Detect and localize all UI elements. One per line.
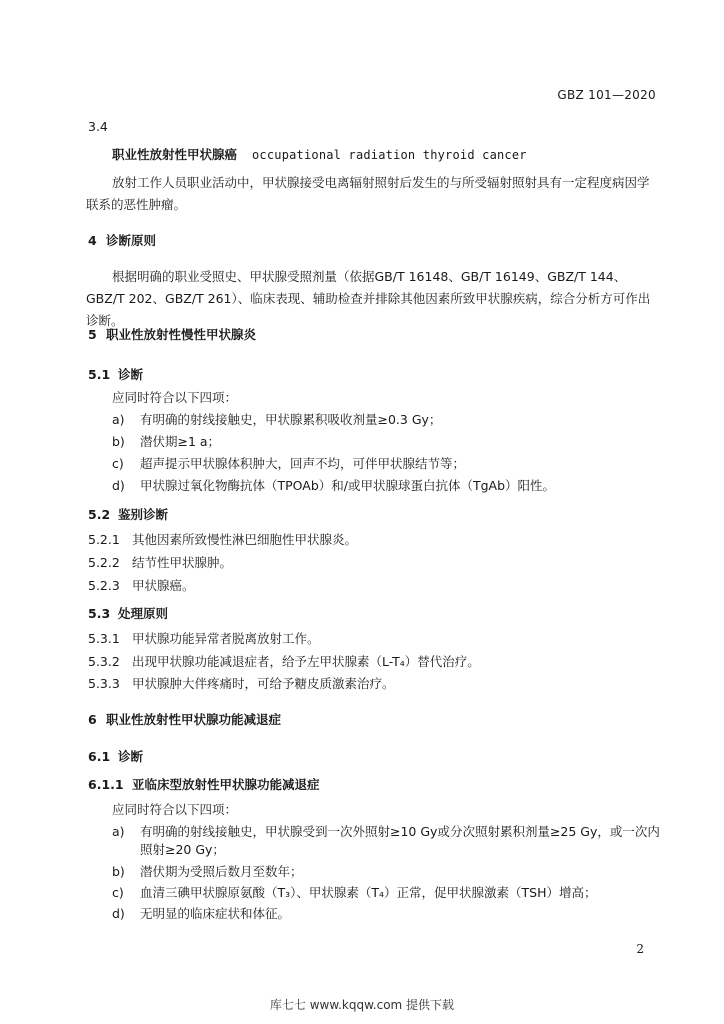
- download-footer: 库七七 www.kqqw.com 提供下载: [269, 998, 455, 1012]
- term-zh: 职业性放射性甲状腺癌: [112, 147, 238, 162]
- document-page: GBZ 101—2020 3.4 职业性放射性甲状腺癌 occupational radiation thyroid cancer 放射工作人员职业活动中，甲状腺接受电离辐射照射后发生的与所受辐射照射具有一定程度病因学联系的恶性肿瘤。 4 诊断原则 根据明确的职业受照史、甲状腺受照剂量（依据GB/T 16148、GB/T 16149、GBZ/T 144、GBZ/T 202、GBZ/T 261）、临床表现、辅助检查并排除其他因素所致甲状腺疾病，综合分析方可作出诊断。 5 职业性放射性慢性甲状腺炎 5.1 诊断 应同时符合以下四项： a) 有明确的射线接触史，甲状腺累积吸收剂量≥0.3 Gy； b) 潜伏期≥1 a； c) 超声提示甲状腺体积肿大，回声不均，可伴甲状腺结节等； d) 甲状腺过氧化物酶抗体（TPOAb）和/或甲状腺球蛋白抗体（TgAb）阳性。 5.2 鉴别诊断 5.2.1 其他因素所致慢性淋巴细胞性甲状腺炎。 5.2.2 结节性甲状腺肿。 5.2.3 甲状腺癌。 5.3 处理原则 5.3.1 甲状腺功能异常者脱离放射工作。 5.3.2 出现甲状腺功能减退症者，给予左甲状腺素（L-T₄）替代治疗。 5.3.3 甲状腺肿大伴疼痛时，可给予糖皮质激素治疗。 6 职业性放射性甲状腺功能减退症 6.1 诊断 6.1.1 亚临床型放射性甲状腺功能减退症 应同时符合以下四项： a) 有明确的射线接触史，甲状腺受到一次外照射≥10 Gy或分次照射累积剂量≥25 Gy，或一次内 照射≥20 Gy； b) 潜伏期为受照后数月至数年； c) 血清三碘甲状腺原氨酸（T₃）、甲状腺素（T₄）正常，促甲状腺激素（TSH）增高； d) 无明显的临床症状和体征。 2 库七七 www.kqqw.com 提供下载: [0, 0, 724, 1024]
- page-number: 2: [636, 942, 644, 956]
- term-en: occupational radiation thyroid cancer: [252, 148, 527, 162]
- section-3-4-definition: 放射工作人员职业活动中，甲状腺接受电离辐射照射后发生的与所受辐射照射具有一定程度病因学联系的恶性肿瘤。: [86, 175, 650, 212]
- section-4-body: 根据明确的职业受照史、甲状腺受照剂量（依据GB/T 16148、GB/T 16149、GBZ/T 144、GBZ/T 202、GBZ/T 261）、临床表现、辅助检查并排除其他因素所致甲状腺疾病，综合分析方可作出诊断。: [86, 269, 651, 328]
- standard-code: GBZ 101—2020: [557, 88, 656, 102]
